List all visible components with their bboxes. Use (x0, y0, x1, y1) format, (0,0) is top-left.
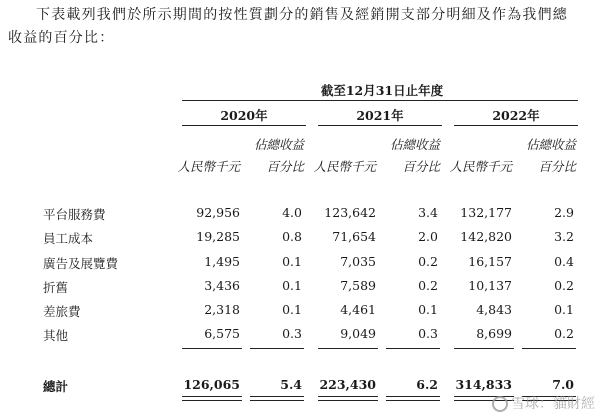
pct-2021: 0.3 (418, 326, 438, 341)
amount-2022: 10,137 (468, 278, 512, 293)
row-label: 廣告及展覽費 (43, 256, 119, 271)
amount-2021: 123,642 (324, 205, 376, 220)
pct-2021: 0.2 (418, 278, 438, 293)
amount-2022: 142,820 (460, 229, 512, 244)
pct-2020: 0.1 (282, 302, 302, 317)
amount-2020: 1,495 (204, 254, 240, 269)
total-double-rule (250, 396, 304, 401)
pct-2022: 3.2 (554, 229, 574, 244)
watermark-text: 雪球：貓財經 (511, 396, 595, 412)
amount-2021: 4,461 (340, 302, 376, 317)
table-row (0, 254, 605, 274)
subtotal-rule (182, 348, 242, 349)
table-row (0, 302, 605, 322)
row-label: 員工成本 (43, 231, 94, 246)
year-divider-2022 (454, 125, 578, 126)
total-double-rule (182, 396, 242, 401)
pct-header-2020-line1: 佔總收益 (253, 137, 304, 152)
intro-line-1: 下表載列我們於所示期間的按性質劃分的銷售及經銷開支部分明細及作為我們總 (36, 7, 568, 23)
table-row (0, 205, 605, 225)
period-header: 截至12月31日止年度 (320, 83, 444, 98)
amount-2020: 19,285 (196, 229, 240, 244)
total-double-rule (318, 396, 378, 401)
subtotal-rule (454, 348, 514, 349)
year-header-2020: 2020年 (220, 108, 268, 123)
watermark (492, 393, 595, 413)
amount-2022: 132,177 (460, 205, 512, 220)
row-label: 差旅費 (43, 304, 81, 319)
pct-2020: 0.3 (282, 326, 302, 341)
total-amount-2020: 126,065 (183, 377, 240, 392)
pct-2021: 3.4 (418, 205, 438, 220)
amount-2020: 6,575 (204, 326, 240, 341)
amount-header-2022: 人民幣千元 (449, 159, 512, 174)
intro-paragraph (8, 4, 598, 50)
amount-header-2021: 人民幣千元 (313, 159, 376, 174)
year-header-2021: 2021年 (356, 108, 404, 123)
amount-2022: 16,157 (468, 254, 512, 269)
total-amount-2021: 223,430 (319, 377, 376, 392)
table-row (0, 278, 605, 298)
snowball-logo-icon (492, 396, 508, 412)
pct-2022: 2.9 (554, 205, 574, 220)
total-pct-2020: 5.4 (280, 377, 302, 392)
row-label: 其他 (43, 328, 69, 343)
pct-header-2022-line2: 百分比 (538, 159, 576, 174)
total-amount-2022: 314,833 (455, 377, 512, 392)
total-pct-2022: 7.0 (552, 377, 574, 392)
amount-2020: 2,318 (204, 302, 240, 317)
pct-header-2020-line2: 百分比 (266, 159, 304, 174)
amount-2020: 3,436 (204, 278, 240, 293)
amount-2021: 7,035 (340, 254, 376, 269)
year-divider-2020 (182, 125, 306, 126)
pct-2022: 0.2 (554, 326, 574, 341)
table-row (0, 326, 605, 346)
period-divider (182, 100, 578, 101)
amount-2020: 92,956 (196, 205, 240, 220)
intro-line-2: 收益的百分比： (8, 30, 115, 46)
row-label: 折舊 (43, 280, 69, 295)
subtotal-rule (318, 348, 378, 349)
row-label: 平台服務費 (43, 207, 106, 222)
table-row (0, 229, 605, 249)
year-divider-2021 (318, 125, 442, 126)
pct-header-2021-line1: 佔總收益 (389, 137, 440, 152)
subtotal-rule (250, 348, 304, 349)
pct-2022: 0.2 (554, 278, 574, 293)
pct-2022: 0.1 (554, 302, 574, 317)
pct-2021: 0.1 (418, 302, 438, 317)
pct-header-2021-line2: 百分比 (402, 159, 440, 174)
amount-2021: 9,049 (340, 326, 376, 341)
pct-2020: 0.1 (282, 254, 302, 269)
amount-2021: 7,589 (340, 278, 376, 293)
subtotal-rule (386, 348, 440, 349)
pct-2021: 0.2 (418, 254, 438, 269)
subtotal-rule (522, 348, 576, 349)
pct-2022: 0.4 (554, 254, 574, 269)
pct-2020: 4.0 (282, 205, 302, 220)
total-label: 總計 (43, 379, 69, 394)
amount-2022: 4,843 (476, 302, 512, 317)
amount-2021: 71,654 (332, 229, 376, 244)
total-double-rule (386, 396, 440, 401)
pct-header-2022-line1: 佔總收益 (525, 137, 576, 152)
pct-2021: 2.0 (418, 229, 438, 244)
pct-2020: 0.1 (282, 278, 302, 293)
amount-2022: 8,699 (476, 326, 512, 341)
amount-header-2020: 人民幣千元 (177, 159, 240, 174)
total-pct-2021: 6.2 (416, 377, 438, 392)
year-header-2022: 2022年 (492, 108, 540, 123)
pct-2020: 0.8 (282, 229, 302, 244)
